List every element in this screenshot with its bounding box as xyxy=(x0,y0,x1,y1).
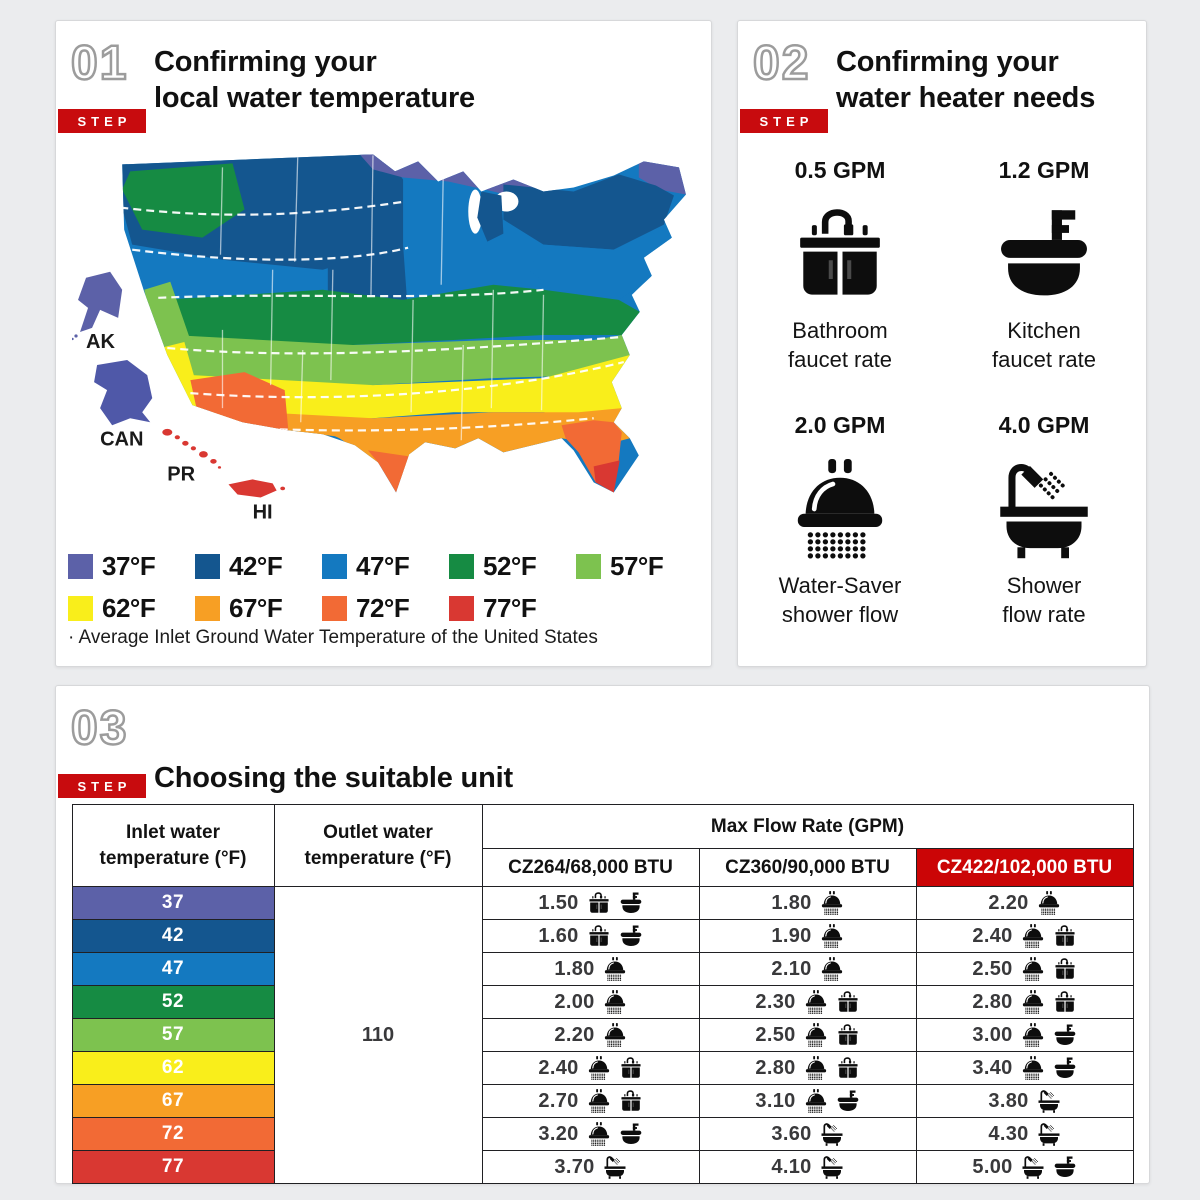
table-row xyxy=(72,1052,1133,1085)
step1-number: 01 xyxy=(71,37,129,90)
flow-rate-value: 1.50 xyxy=(538,891,579,914)
map-temperature-bands xyxy=(72,149,694,550)
step1-step-label: STEP xyxy=(58,109,146,133)
bathroom-faucet-icon xyxy=(836,1023,860,1047)
need-caption xyxy=(747,316,933,374)
legend-swatch xyxy=(576,554,601,579)
map-label-can: CAN xyxy=(100,428,144,451)
caption-line: flow rate xyxy=(1002,602,1086,628)
legend-swatch xyxy=(322,554,347,579)
step2-badge xyxy=(740,37,828,133)
fixture-needs-grid xyxy=(738,157,1146,629)
panel-step1-water-temperature xyxy=(55,20,712,667)
shower-head-icon xyxy=(1021,957,1045,981)
flow-rate-value: 1.80 xyxy=(771,891,812,914)
bathroom-faucet-icon xyxy=(619,1056,643,1080)
map-legend xyxy=(68,551,703,624)
legend-label: 72°F xyxy=(356,593,410,623)
legend-label: 62°F xyxy=(102,593,156,623)
flow-rate-cell xyxy=(916,1151,1133,1184)
legend-item xyxy=(449,593,576,624)
flow-rate-value: 2.50 xyxy=(755,1023,796,1046)
flow-rate-value: 1.80 xyxy=(554,957,595,980)
shower-head-icon xyxy=(1021,924,1045,948)
legend-swatch xyxy=(322,596,347,621)
flow-rate-value: 1.90 xyxy=(771,924,812,947)
legend-label: 77°F xyxy=(483,593,537,623)
legend-item xyxy=(195,593,322,624)
flow-rate-cell xyxy=(699,1151,916,1184)
bathroom-faucet-icon xyxy=(747,198,933,310)
shower-head-icon xyxy=(804,1089,828,1113)
model-header-cz360: CZ360/90,000 BTU xyxy=(699,849,916,887)
flow-rate-cell xyxy=(699,1052,916,1085)
shower-head-icon xyxy=(820,924,844,948)
shower-head-icon xyxy=(1037,891,1061,915)
legend-item xyxy=(449,551,576,582)
legend-item xyxy=(195,551,322,582)
flow-rate-cell xyxy=(482,1085,699,1118)
shower-head-icon xyxy=(804,1023,828,1047)
model-header-cz422: CZ422/102,000 BTU xyxy=(916,849,1133,887)
legend-label: 37°F xyxy=(102,551,156,581)
outlet-temp-cell: 110 xyxy=(274,887,482,1184)
flow-rate-cell xyxy=(916,953,1133,986)
shower-head-icon xyxy=(603,957,627,981)
flow-rate-value: 3.10 xyxy=(755,1089,796,1112)
inlet-temp-cell: 62 xyxy=(72,1052,274,1085)
caption-line: Water-Saver xyxy=(778,573,902,599)
gpm-value: 2.0 GPM xyxy=(794,412,886,439)
flow-rate-value: 2.50 xyxy=(972,957,1013,980)
map-label-pr: PR xyxy=(167,463,196,486)
flow-rate-cell xyxy=(916,1052,1133,1085)
shower-head-icon xyxy=(587,1122,611,1146)
flow-rate-value: 3.60 xyxy=(771,1122,812,1145)
kitchen-faucet-icon xyxy=(1053,1023,1077,1047)
bathroom-faucet-icon xyxy=(587,891,611,915)
need-caption xyxy=(951,571,1137,629)
legend-label: 57°F xyxy=(610,551,664,581)
gpm-value: 0.5 GPM xyxy=(794,157,886,183)
flow-rate-cell xyxy=(482,986,699,1019)
shower-head-icon xyxy=(603,1023,627,1047)
step1-title-line1: Confirming your xyxy=(154,46,377,78)
panel-step3-choose-unit xyxy=(55,685,1150,1184)
flow-rate-cell xyxy=(699,986,916,1019)
gpm-value: 1.2 GPM xyxy=(998,157,1090,183)
shower-head-icon xyxy=(1021,990,1045,1014)
step2-title-line1: Confirming your xyxy=(836,46,1059,78)
map-island-shape xyxy=(229,479,286,497)
legend-label: 52°F xyxy=(483,551,537,581)
shower-head-icon xyxy=(587,1089,611,1113)
inlet-temp-cell: 77 xyxy=(72,1151,274,1184)
legend-swatch xyxy=(449,596,474,621)
inlet-temp-cell: 52 xyxy=(72,986,274,1019)
bathroom-faucet-icon xyxy=(836,1056,860,1080)
flow-rate-value: 4.10 xyxy=(771,1155,812,1178)
flow-rate-cell xyxy=(699,1118,916,1151)
table-row xyxy=(72,1085,1133,1118)
flow-rate-cell xyxy=(916,986,1133,1019)
map-note: · Average Inlet Ground Water Temperature of the United States xyxy=(68,627,598,648)
inlet-temp-cell: 67 xyxy=(72,1085,274,1118)
shower-head-icon xyxy=(1021,1056,1045,1080)
bathroom-faucet-icon xyxy=(1053,957,1077,981)
inlet-temp-cell: 72 xyxy=(72,1118,274,1151)
legend-swatch xyxy=(195,554,220,579)
table-row xyxy=(72,920,1133,953)
table-row xyxy=(72,1118,1133,1151)
flow-rate-cell xyxy=(916,887,1133,920)
need-caption xyxy=(951,316,1137,374)
flow-rate-value: 3.20 xyxy=(538,1122,579,1145)
step1-header xyxy=(56,21,711,133)
bathtub-shower-icon xyxy=(951,453,1137,565)
step3-step-label: STEP xyxy=(58,774,146,798)
legend-item xyxy=(576,551,703,582)
table-row xyxy=(72,1151,1133,1184)
inlet-temp-cell: 57 xyxy=(72,1019,274,1052)
bathtub-shower-icon xyxy=(820,1155,844,1179)
flow-rate-cell xyxy=(916,920,1133,953)
flow-rate-cell xyxy=(699,1085,916,1118)
kitchen-faucet-icon xyxy=(619,891,643,915)
flow-rate-cell xyxy=(482,953,699,986)
flow-rate-cell xyxy=(699,920,916,953)
kitchen-faucet-icon xyxy=(619,1122,643,1146)
shower-head-icon xyxy=(804,990,828,1014)
caption-line: Shower xyxy=(1006,573,1082,599)
caption-line: Kitchen xyxy=(1007,318,1081,343)
flow-rate-cell xyxy=(916,1118,1133,1151)
shower-head-icon xyxy=(820,957,844,981)
step2-step-label: STEP xyxy=(740,109,828,133)
caption-line: faucet rate xyxy=(788,347,892,373)
step1-title-line2: local water temperature xyxy=(154,81,475,114)
flow-rate-cell xyxy=(916,1019,1133,1052)
flow-rate-value: 2.80 xyxy=(755,1056,796,1079)
bathroom-faucet-icon xyxy=(1053,990,1077,1014)
kitchen-faucet-icon xyxy=(951,198,1137,310)
flow-rate-value: 2.80 xyxy=(972,990,1013,1013)
flow-rate-value: 2.70 xyxy=(538,1089,579,1112)
shower-head-icon xyxy=(820,891,844,915)
need-caption xyxy=(747,571,933,629)
bathroom-faucet-icon xyxy=(587,924,611,948)
shower-head-icon xyxy=(747,453,933,565)
step3-header xyxy=(56,686,1149,798)
kitchen-faucet-icon xyxy=(619,924,643,948)
flow-rate-value: 3.40 xyxy=(972,1056,1013,1079)
flow-rate-cell xyxy=(482,1151,699,1184)
panel-step2-heater-needs xyxy=(737,20,1147,667)
legend-label: 42°F xyxy=(229,551,283,581)
step2-title-line2: water heater needs xyxy=(836,81,1096,114)
map-label-hi: HI xyxy=(252,501,273,524)
flow-rate-cell xyxy=(482,887,699,920)
table-row xyxy=(72,953,1133,986)
gpm-value: 4.0 GPM xyxy=(998,412,1090,439)
legend-item xyxy=(68,551,195,582)
table-row xyxy=(72,887,1133,920)
bathtub-shower-icon xyxy=(603,1155,627,1179)
flow-rate-cell xyxy=(482,1118,699,1151)
flow-rate-value: 2.20 xyxy=(988,891,1029,914)
flow-rate-cell xyxy=(699,1019,916,1052)
flow-rate-value: 3.80 xyxy=(988,1089,1029,1112)
outlet-temp-header: Outlet water temperature (°F) xyxy=(274,805,482,887)
flow-rate-value: 3.00 xyxy=(972,1023,1013,1046)
legend-swatch xyxy=(195,596,220,621)
step3-number: 03 xyxy=(71,702,129,755)
flow-rate-value: 3.70 xyxy=(554,1155,595,1178)
bathtub-shower-icon xyxy=(1037,1089,1061,1113)
flow-rate-cell xyxy=(916,1085,1133,1118)
bathroom-faucet-icon xyxy=(619,1089,643,1113)
legend-item xyxy=(322,593,449,624)
legend-item xyxy=(68,593,195,624)
step2-header xyxy=(738,21,1146,133)
legend-swatch xyxy=(449,554,474,579)
table-row xyxy=(72,1019,1133,1052)
kitchen-faucet-icon xyxy=(1053,1155,1077,1179)
need-item-shower-flow xyxy=(951,412,1137,629)
legend-swatch xyxy=(68,596,93,621)
bathtub-shower-icon xyxy=(1021,1155,1045,1179)
inlet-temp-cell: 42 xyxy=(72,920,274,953)
us-temperature-map xyxy=(72,149,694,551)
flow-rate-cell xyxy=(482,1019,699,1052)
flow-rate-value: 1.60 xyxy=(538,924,579,947)
flow-rate-value: 2.40 xyxy=(972,924,1013,947)
legend-label: 47°F xyxy=(356,551,410,581)
max-flow-rate-header: Max Flow Rate (GPM) xyxy=(482,805,1133,849)
flow-rate-value: 2.30 xyxy=(755,990,796,1013)
bathtub-shower-icon xyxy=(820,1122,844,1146)
flow-rate-cell xyxy=(699,953,916,986)
inlet-temp-cell: 37 xyxy=(72,887,274,920)
flow-table-body xyxy=(72,887,1133,1184)
caption-line: Bathroom xyxy=(792,318,888,343)
flow-rate-table xyxy=(72,804,1134,1184)
flow-rate-cell xyxy=(482,1052,699,1085)
shower-head-icon xyxy=(804,1056,828,1080)
bathtub-shower-icon xyxy=(1037,1122,1061,1146)
need-item-kitchen-faucet xyxy=(951,157,1137,374)
kitchen-faucet-icon xyxy=(836,1089,860,1113)
need-item-bathroom-faucet xyxy=(747,157,933,374)
inlet-temp-cell: 47 xyxy=(72,953,274,986)
legend-label: 67°F xyxy=(229,593,283,623)
step1-title xyxy=(154,45,475,133)
table-row xyxy=(72,986,1133,1019)
flow-rate-cell xyxy=(699,887,916,920)
bathroom-faucet-icon xyxy=(836,990,860,1014)
flow-rate-value: 2.10 xyxy=(771,957,812,980)
flow-rate-value: 5.00 xyxy=(972,1155,1013,1178)
legend-item xyxy=(322,551,449,582)
map-label-ak: AK xyxy=(86,330,116,353)
step2-title xyxy=(836,45,1095,133)
bathroom-faucet-icon xyxy=(1053,924,1077,948)
step3-badge xyxy=(58,702,146,798)
step3-title: Choosing the suitable unit xyxy=(154,762,513,795)
shower-head-icon xyxy=(1021,1023,1045,1047)
shower-head-icon xyxy=(603,990,627,1014)
caption-line: shower flow xyxy=(781,602,899,628)
flow-rate-value: 4.30 xyxy=(988,1122,1029,1145)
shower-head-icon xyxy=(587,1056,611,1080)
map-canada-shape xyxy=(94,360,152,425)
flow-rate-value: 2.40 xyxy=(538,1056,579,1079)
legend-swatch xyxy=(68,554,93,579)
flow-rate-value: 2.20 xyxy=(554,1023,595,1046)
need-item-water-saver-shower xyxy=(747,412,933,629)
step1-badge xyxy=(58,37,146,133)
inlet-temp-header: Inlet water temperature (°F) xyxy=(72,805,274,887)
table-header-row-1 xyxy=(72,805,1133,849)
step2-number: 02 xyxy=(753,37,811,90)
caption-line: faucet rate xyxy=(992,347,1096,373)
kitchen-faucet-icon xyxy=(1053,1056,1077,1080)
model-header-cz264: CZ264/68,000 BTU xyxy=(482,849,699,887)
flow-rate-value: 2.00 xyxy=(554,990,595,1013)
map-alaska-shape xyxy=(72,272,122,340)
flow-rate-cell xyxy=(482,920,699,953)
